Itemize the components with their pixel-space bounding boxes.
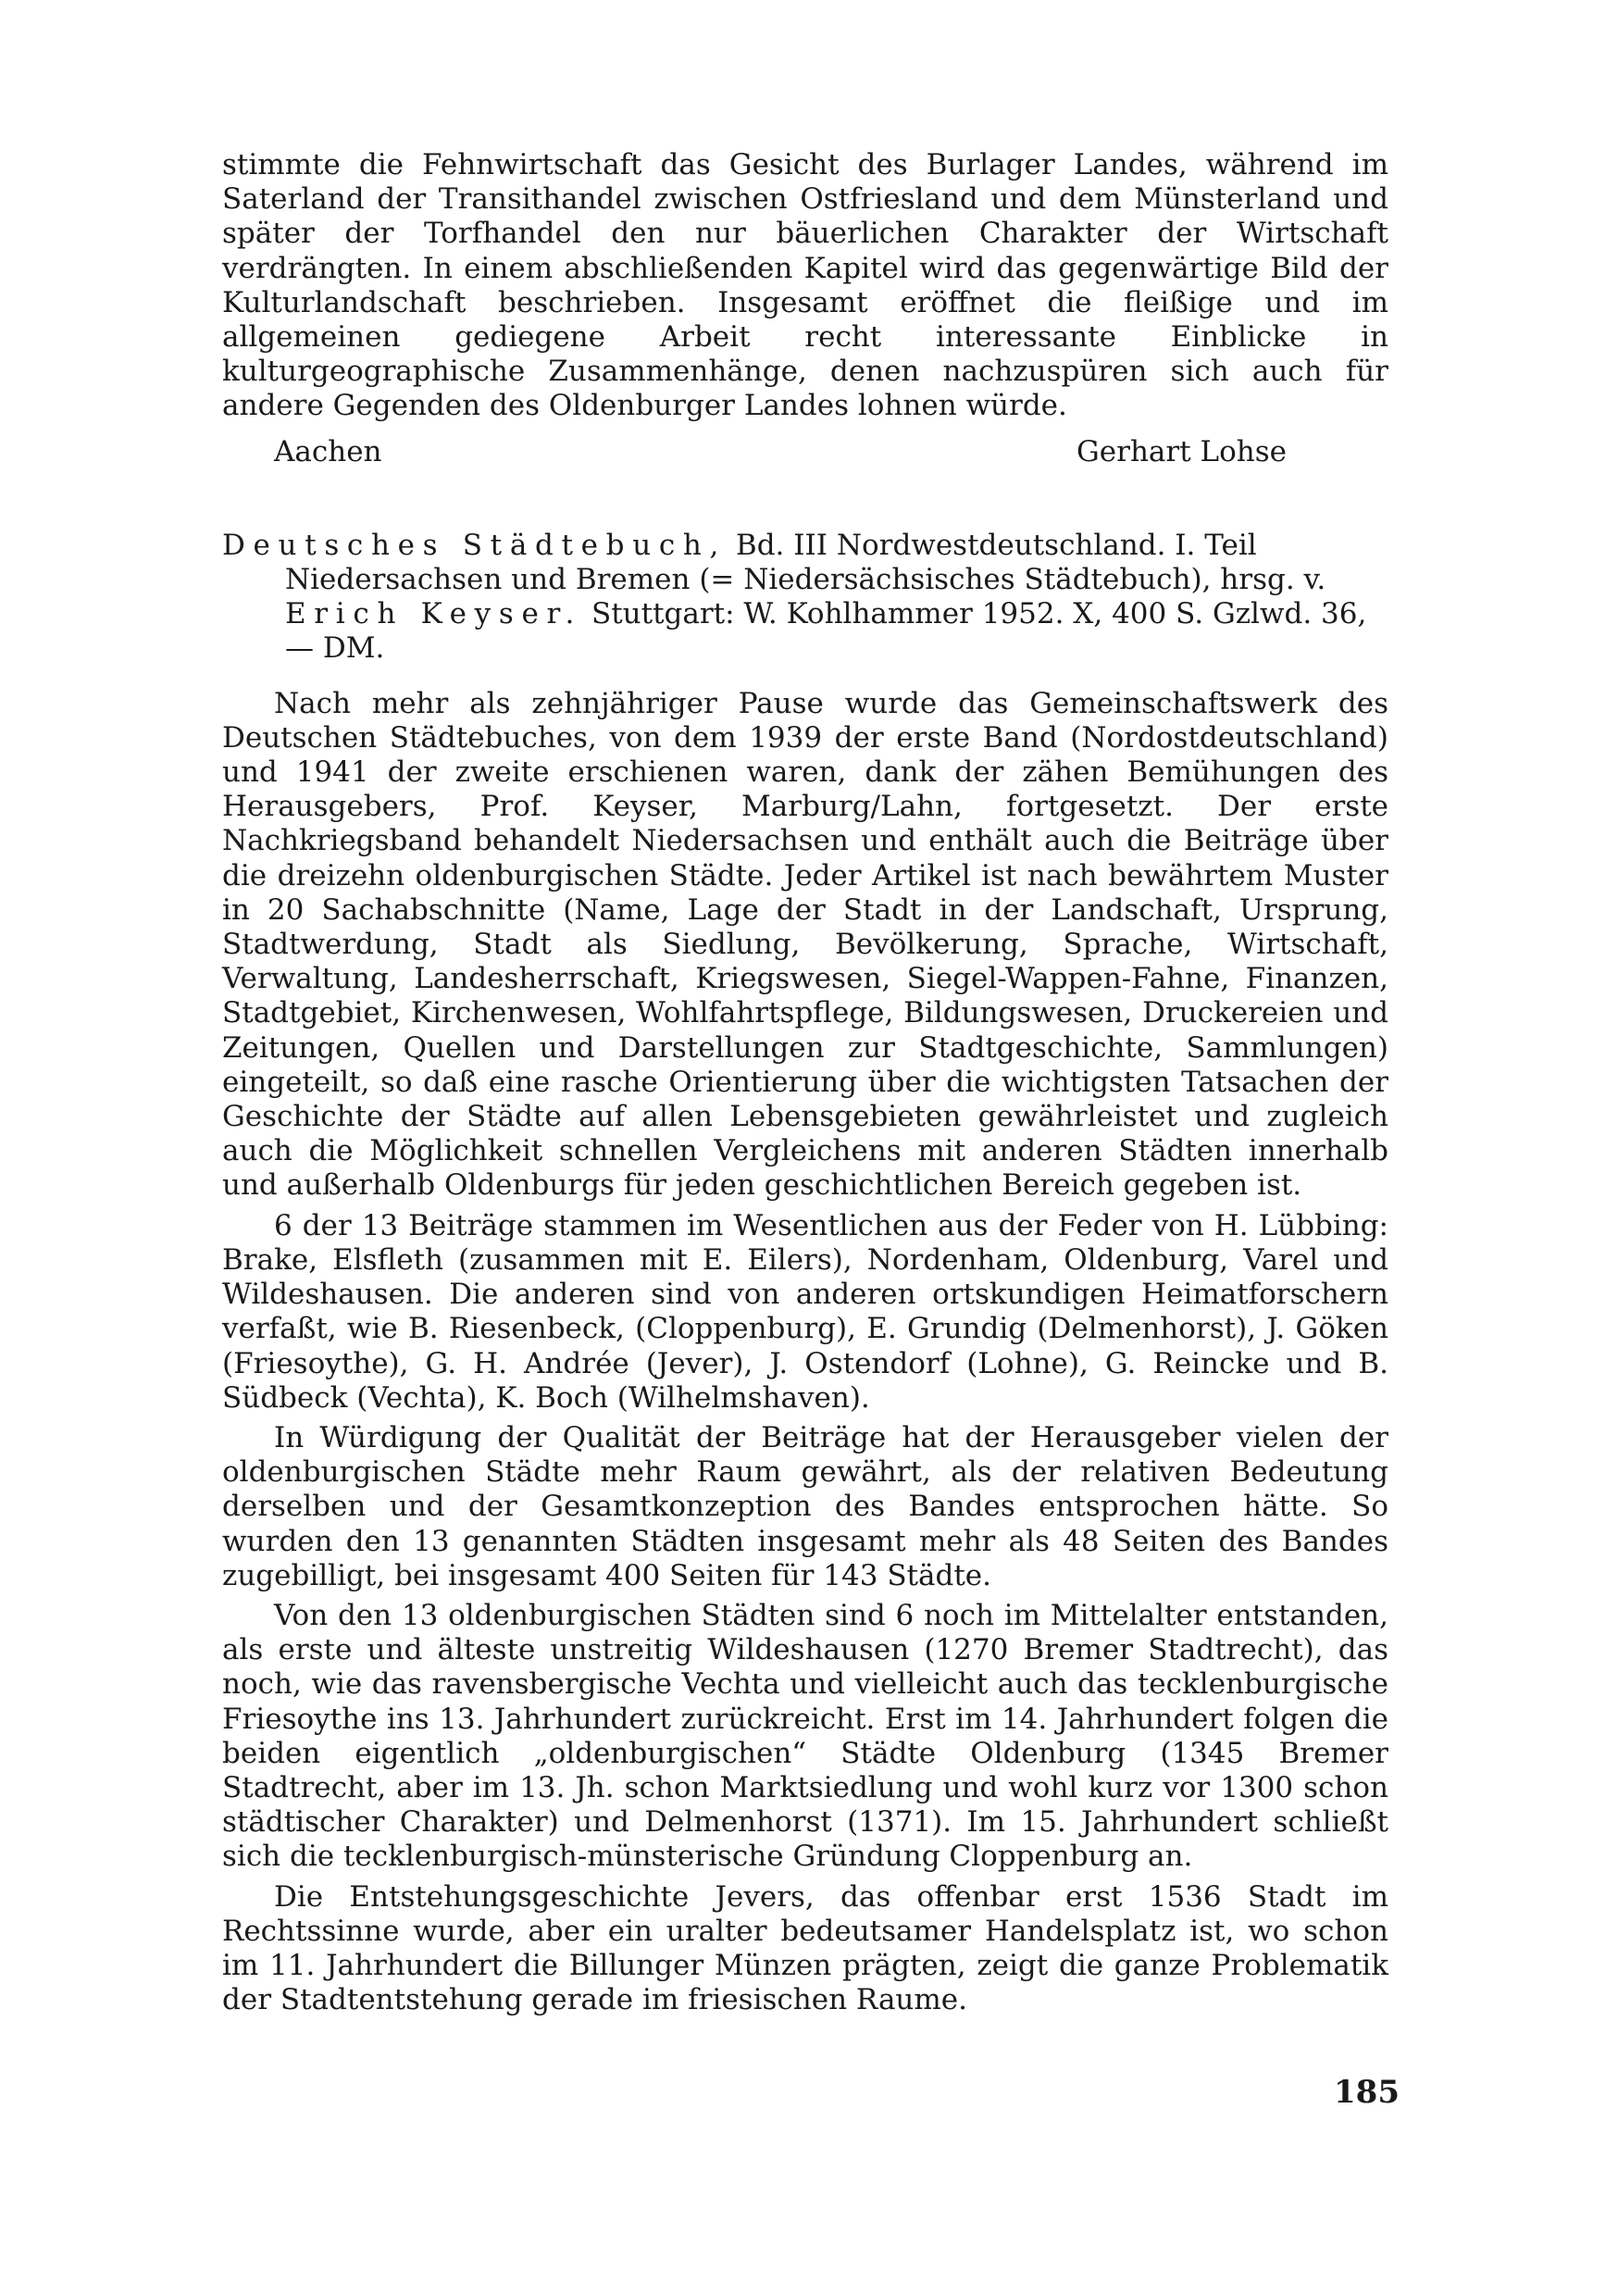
review-paragraph: Von den 13 oldenburgischen Städten sind 6 noch im Mittelalter entstanden, als erste und älteste unstreitig Wildeshausen (1270 Bremer Stadtrecht), das noch, wie das ravensbergische Vechta und vielleicht auch das tecklenburgische Friesoythe ins 13. Jahrhundert zurückreicht. Erst im 14. Jahrhundert folgen die beiden eigentlich „oldenburgischen“ Städte Oldenburg (1345 Bremer Stadtrecht, aber im 13. Jh. schon Marktsiedlung und wohl kurz vor 1300 schon städtischer Charakter) und Delmenhorst (1371). Im 15. Jahrhundert schließt sich die tecklenburgisch-münsterische Gründung Cloppenburg an. [222, 1598, 1388, 1874]
signature-author: Gerhart Lohse [1077, 434, 1287, 468]
intro-paragraph: stimmte die Fehnwirtschaft das Gesicht des Burlager Landes, während im Saterland der Transithandel zwischen Ostfriesland und dem Münsterland und später der Torfhandel den nur bäuerlichen Charakter der Wirtschaft verdrängten. In einem abschließenden Kapitel wird das gegenwärtige Bild der Kulturlandschaft beschrieben. Insgesamt eröffnet die fleißige und im allgemeinen gediegene Arbeit recht interessante Einblicke in kulturgeographische Zusammenhänge, denen nachzuspüren sich auch für andere Gegenden des Oldenburger Landes lohnen würde. [222, 148, 1388, 423]
book-citation [222, 529, 1388, 667]
editor-name: Erich Keyser. [285, 597, 583, 631]
page-number: 185 [1334, 2074, 1400, 2111]
citation-part-1: Bd. III Nordwestdeutschland. I. Teil Niedersachsen und Bremen (= Niedersächsisches Städtebuch), hrsg. v. [285, 528, 1326, 597]
book-title: Deutsches Städtebuch, [222, 528, 728, 562]
review-paragraph: Nach mehr als zehnjähriger Pause wurde das Gemeinschaftswerk des Deutschen Städtebuches, von dem 1939 der erste Band (Nordostdeutschland) und 1941 der zweite erschienen waren, dank der zähen Bemühungen des Herausgebers, Prof. Keyser, Marburg/Lahn, fortgesetzt. Der erste Nachkriegsband behandelt Niedersachsen und enthält auch die Beiträge über die dreizehn oldenburgischen Städte. Jeder Artikel ist nach bewährtem Muster in 20 Sachabschnitte (Name, Lage der Stadt in der Landschaft, Ursprung, Stadtwerdung, Stadt als Siedlung, Bevölkerung, Sprache, Wirtschaft, Verwaltung, Landesherrschaft, Kriegswesen, Siegel-Wappen-Fahne, Finanzen, Stadtgebiet, Kirchenwesen, Wohlfahrtspflege, Bildungswesen, Druckereien und Zeitungen, Quellen und Darstellungen zur Stadtgeschichte, Sammlungen) eingeteilt, so daß eine rasche Orientierung über die wichtigsten Tatsachen der Geschichte der Städte auf allen Lebensgebieten gewährleistet und zugleich auch die Möglichkeit schnellen Vergleichens mit anderen Städten innerhalb und außerhalb Oldenburgs für jeden geschichtlichen Bereich gegeben ist. [222, 686, 1388, 1203]
review-paragraph: 6 der 13 Beiträge stammen im Wesentlichen aus der Feder von H. Lübbing: Brake, Elsfleth (zusammen mit E. Eilers), Nordenham, Oldenburg, Varel und Wildeshausen. Die anderen sind von anderen ortskundigen Heimatforschern verfaßt, wie B. Riesenbeck, (Cloppenburg), E. Grundig (Delmenhorst), J. Göken (Friesoythe), G. H. Andrée (Jever), J. Ostendorf (Lohne), G. Reincke und B. Südbeck (Vechta), K. Boch (Wilhelmshaven). [222, 1208, 1388, 1415]
review-signature [222, 435, 1388, 469]
citation-part-2: Stuttgart: W. Kohlhammer 1952. X, 400 S. Gzlwd. 36,— DM. [285, 597, 1367, 666]
page-body [222, 148, 1388, 2017]
review-paragraph: Die Entstehungsgeschichte Jevers, das offenbar erst 1536 Stadt im Rechtssinne wurde, aber ein uralter bedeutsamer Handelsplatz ist, wo schon im 11. Jahrhundert die Billunger Münzen prägten, zeigt die ganze Problematik der Stadtentstehung gerade im friesischen Raume. [222, 1879, 1388, 2017]
review-paragraph: In Würdigung der Qualität der Beiträge hat der Herausgeber vielen der oldenburgischen Städte mehr Raum gewährt, als der relativen Bedeutung derselben und der Gesamtkonzeption des Bandes entsprochen hätte. So wurden den 13 genannten Städten insgesamt mehr als 48 Seiten des Bandes zugebilligt, bei insgesamt 400 Seiten für 143 Städte. [222, 1420, 1388, 1592]
citation-text [222, 529, 1388, 667]
signature-place: Aachen [274, 434, 382, 468]
